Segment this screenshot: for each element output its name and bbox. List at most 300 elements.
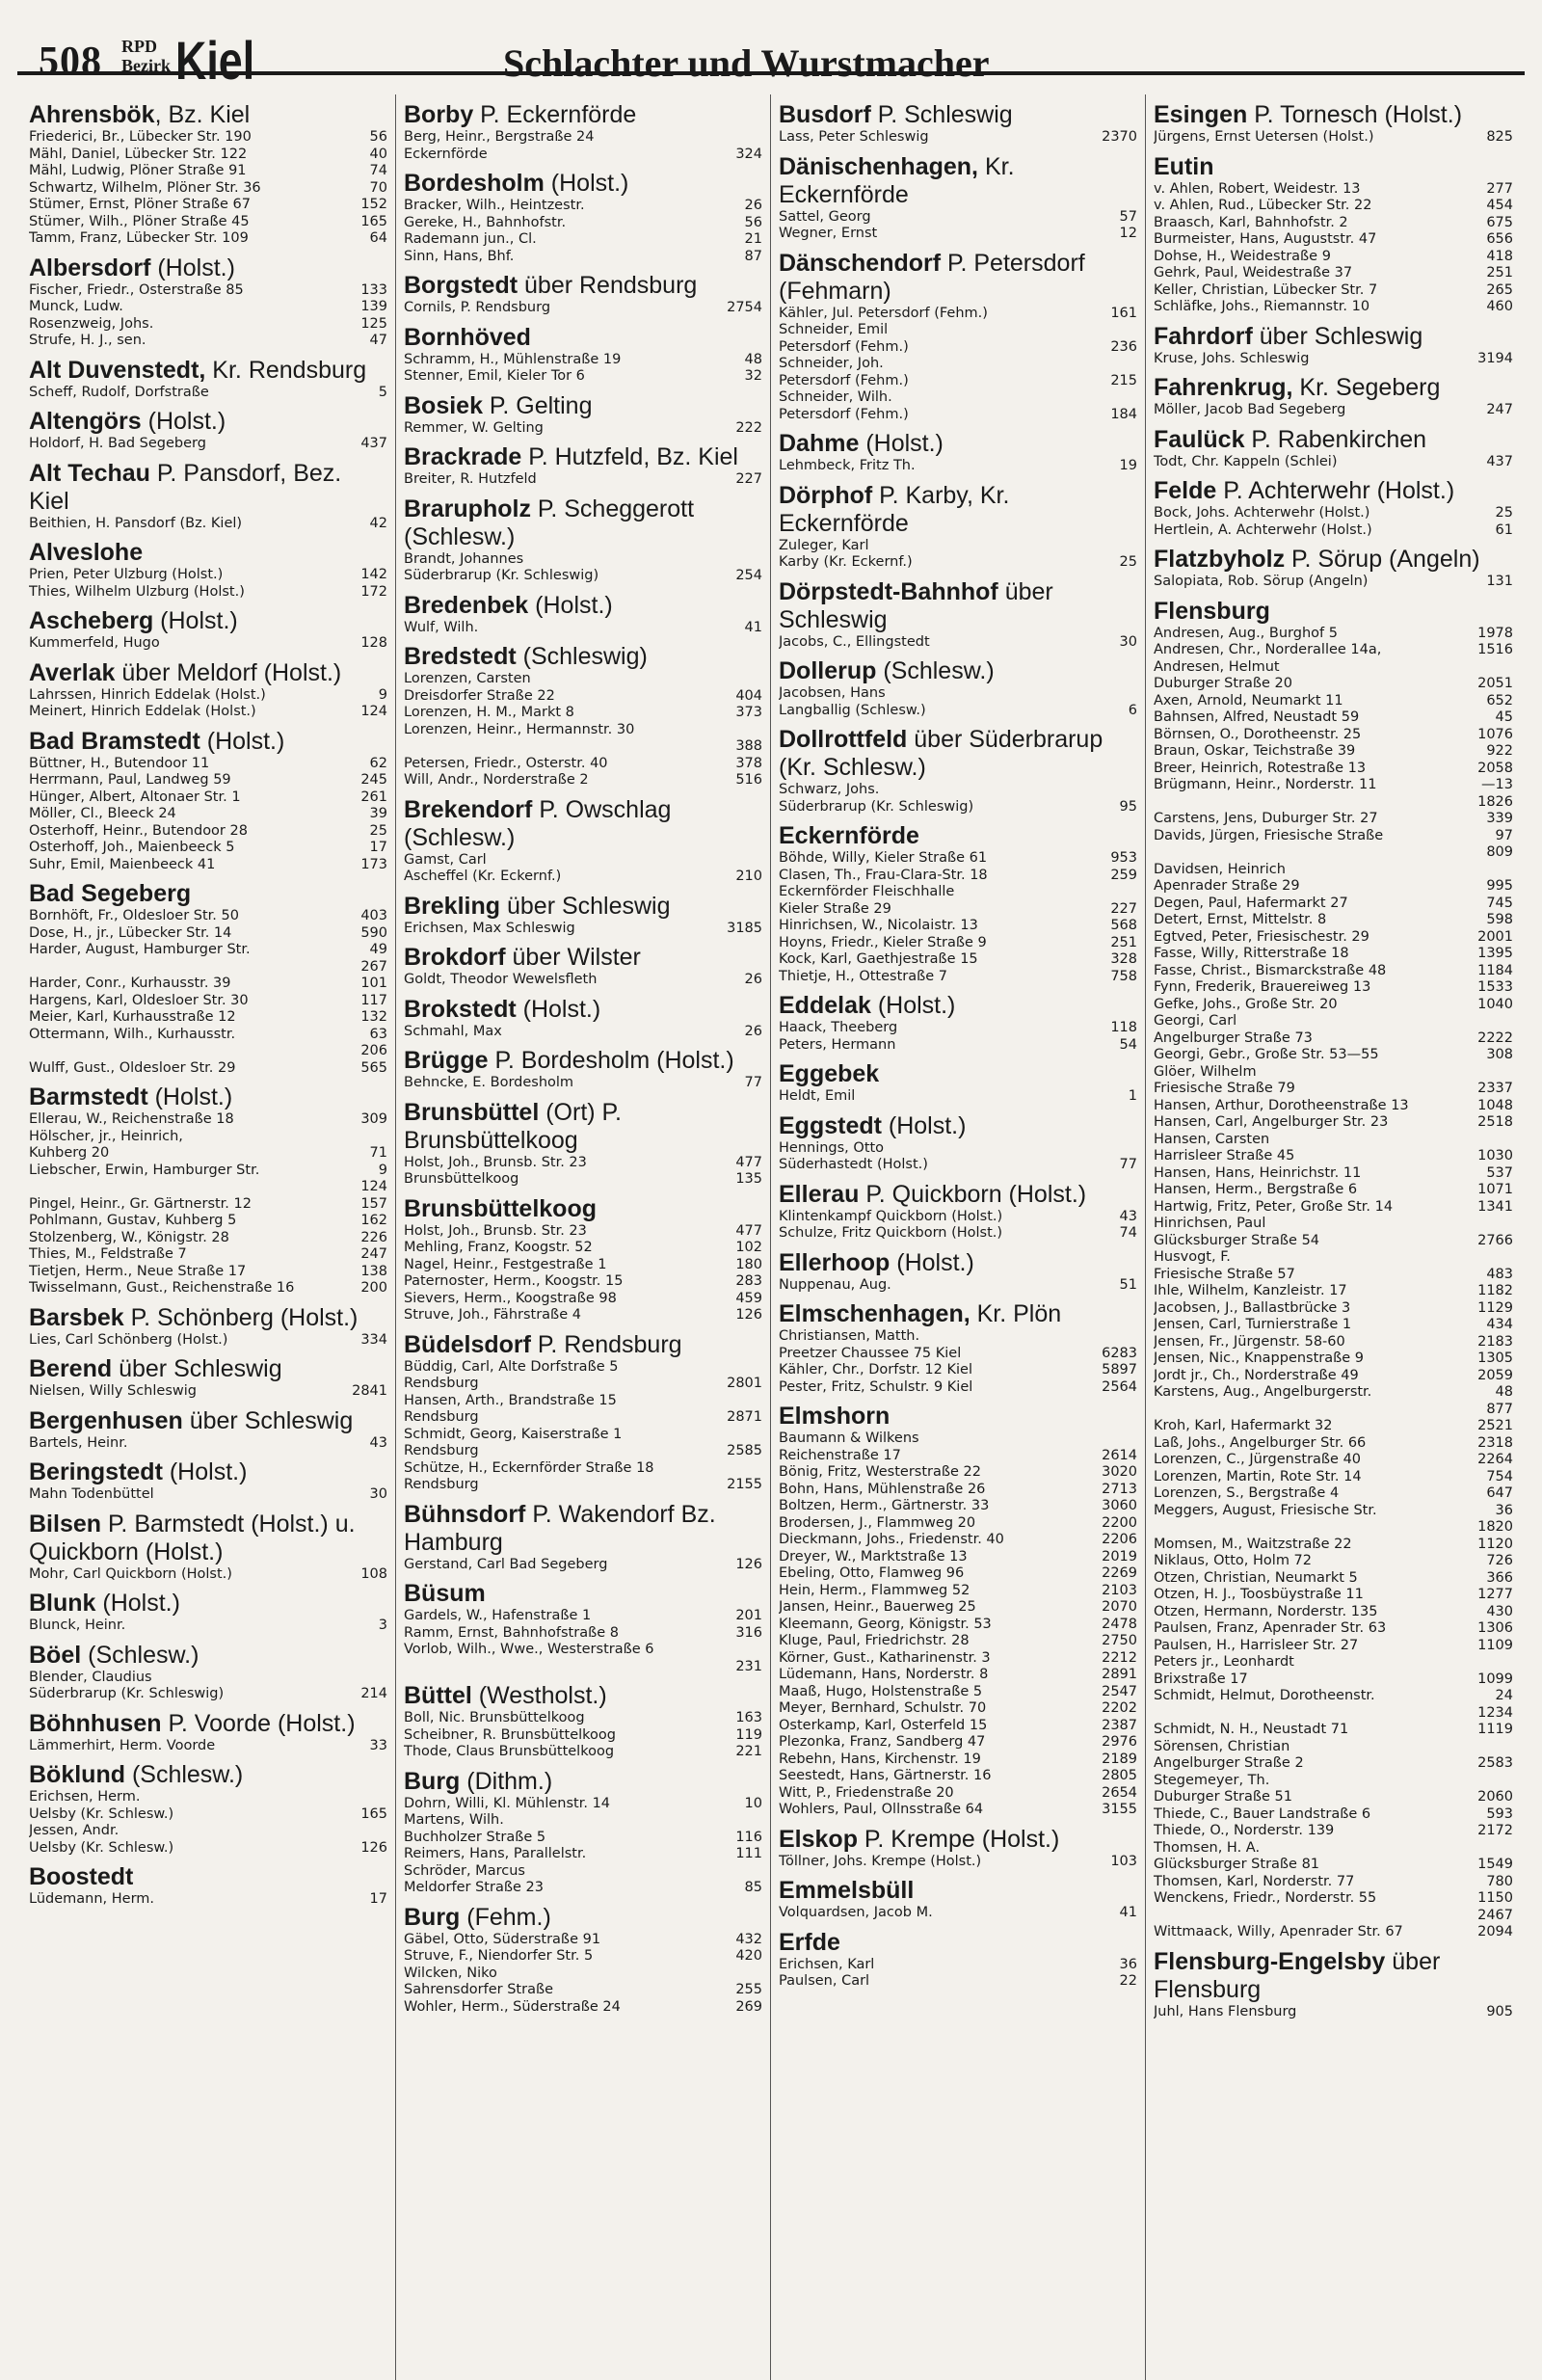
place-name: Brokstedt bbox=[404, 995, 517, 1023]
entry-name: Kuhberg 20 bbox=[29, 1145, 110, 1161]
directory-entry bbox=[404, 1443, 762, 1460]
place-heading bbox=[1154, 426, 1513, 454]
entry-name: Karby (Kr. Eckernf.) bbox=[779, 554, 913, 570]
place-heading bbox=[29, 1863, 387, 1891]
entry-phone: 74 bbox=[1119, 1225, 1137, 1241]
place-heading bbox=[779, 430, 1137, 458]
entry-phone: 1099 bbox=[1477, 1671, 1513, 1687]
entry-name: Lass, Peter Schleswig bbox=[779, 129, 929, 145]
entry-name: Hinrichsen, Paul bbox=[1154, 1216, 1266, 1231]
entry-phone bbox=[757, 852, 762, 869]
directory-entry bbox=[29, 1435, 387, 1453]
place-heading bbox=[779, 250, 1137, 306]
entry-name: Stenner, Emil, Kieler Tor 6 bbox=[404, 368, 585, 384]
entry-name: Böhde, Willy, Kieler Straße 61 bbox=[779, 850, 988, 866]
place-postal-note: (Holst.) bbox=[147, 1083, 233, 1110]
place-heading bbox=[29, 880, 387, 908]
entry-phone: 2891 bbox=[1102, 1667, 1137, 1682]
directory-entry bbox=[29, 908, 387, 925]
entry-phone: 434 bbox=[1486, 1317, 1513, 1332]
place-name: Burg bbox=[404, 1903, 461, 1931]
entry-name: Axen, Arnold, Neumarkt 11 bbox=[1154, 692, 1343, 709]
entry-name: Pester, Fritz, Schulstr. 9 Kiel bbox=[779, 1378, 973, 1395]
entry-name: Georgi, Carl bbox=[1154, 1013, 1237, 1029]
entry-phone: 43 bbox=[1119, 1208, 1137, 1224]
entry-phone: 2060 bbox=[1477, 1789, 1513, 1805]
place-postal-note: über Schleswig bbox=[182, 1406, 354, 1434]
entry-phone: 2518 bbox=[1477, 1114, 1513, 1130]
entry-name: Twisselmann, Gust., Reichenstraße 16 bbox=[29, 1280, 295, 1296]
column-3 bbox=[771, 94, 1146, 2380]
entry-phone: 231 bbox=[735, 1658, 762, 1674]
entry-phone: 2766 bbox=[1477, 1232, 1513, 1248]
entry-phone bbox=[1507, 659, 1513, 677]
entry-phone bbox=[757, 1393, 762, 1410]
place-postal-note: P. Voorde (Holst.) bbox=[161, 1709, 356, 1737]
directory-entry bbox=[29, 1686, 387, 1703]
place-postal-note: (Dithm.) bbox=[460, 1767, 553, 1795]
entry-phone bbox=[1131, 1328, 1137, 1346]
place-name: Bredstedt bbox=[404, 643, 517, 670]
directory-entry bbox=[404, 568, 762, 585]
entry-phone: 675 bbox=[1486, 214, 1513, 230]
directory-entry bbox=[779, 782, 1137, 799]
entry-phone: 6283 bbox=[1102, 1345, 1137, 1361]
directory-entry bbox=[1154, 1452, 1513, 1469]
directory-entry bbox=[404, 921, 762, 938]
entry-name: Jacobsen, J., Ballastbrücke 3 bbox=[1154, 1299, 1351, 1316]
directory-entry bbox=[1154, 1553, 1513, 1570]
place-name: Erfde bbox=[779, 1928, 840, 1956]
directory-entry bbox=[779, 129, 1137, 147]
directory-entry bbox=[404, 1846, 762, 1863]
place-name: Brarupholz bbox=[404, 495, 531, 522]
entry-name: Bock, Johs. Achterwehr (Holst.) bbox=[1154, 505, 1370, 521]
entry-phone: 388 bbox=[735, 738, 762, 754]
place-name: Ahrensbök bbox=[29, 101, 155, 128]
entry-phone: 124 bbox=[360, 1179, 387, 1194]
directory-entry bbox=[779, 1650, 1137, 1668]
entry-name: Husvogt, F. bbox=[1154, 1249, 1231, 1265]
entry-name: Bönig, Fritz, Westerstraße 22 bbox=[779, 1464, 981, 1480]
entry-name: Schmidt, Helmut, Dorotheenstr. bbox=[1154, 1688, 1375, 1703]
entry-name: Osterkamp, Karl, Osterfeld 15 bbox=[779, 1717, 988, 1733]
entry-name: Suhr, Emil, Maienbeeck 41 bbox=[29, 856, 216, 872]
place-name: Berend bbox=[29, 1355, 113, 1382]
directory-entry bbox=[779, 322, 1137, 339]
entry-name: Schwartz, Wilhelm, Plöner Str. 36 bbox=[29, 179, 261, 196]
entry-phone: 184 bbox=[1110, 406, 1137, 422]
entry-phone: 132 bbox=[360, 1009, 387, 1025]
entry-phone: 1549 bbox=[1477, 1857, 1513, 1872]
entry-phone: 142 bbox=[360, 567, 387, 582]
entry-phone: 2805 bbox=[1102, 1768, 1137, 1783]
place-name: Dahme bbox=[779, 430, 860, 457]
entry-phone: 25 bbox=[1495, 505, 1513, 521]
entry-name: Maaß, Hugo, Holstenstraße 5 bbox=[779, 1683, 983, 1699]
directory-entry bbox=[404, 1982, 762, 1999]
place-name: Elmshorn bbox=[779, 1403, 891, 1430]
place-name: Ellerhoop bbox=[779, 1248, 891, 1276]
entry-name: Schmidt, Georg, Kaiserstraße 1 bbox=[404, 1426, 623, 1442]
entry-phone: 54 bbox=[1119, 1036, 1137, 1053]
directory-entry bbox=[29, 1738, 387, 1755]
entry-phone: 652 bbox=[1486, 692, 1513, 709]
place-name: Bornhöved bbox=[404, 323, 531, 351]
entry-phone bbox=[1131, 322, 1137, 339]
place-postal-note: über Schleswig bbox=[112, 1355, 282, 1382]
entry-name: Petersen, Friedr., Osterstr. 40 bbox=[404, 755, 608, 771]
entry-name: Behncke, E. Bordesholm bbox=[404, 1075, 574, 1090]
entry-phone: 200 bbox=[360, 1280, 387, 1296]
entry-phone: 126 bbox=[735, 1556, 762, 1572]
directory-entry bbox=[1154, 1165, 1513, 1183]
place-postal-note: (Holst.) bbox=[870, 992, 956, 1019]
directory-entry bbox=[1154, 777, 1513, 794]
directory-entry bbox=[779, 850, 1137, 868]
directory-entry bbox=[779, 1768, 1137, 1785]
entry-phone: 139 bbox=[360, 299, 387, 314]
entry-phone: 36 bbox=[1119, 1956, 1137, 1972]
entry-name: Scheff, Rudolf, Dorfstraße bbox=[29, 384, 209, 400]
entry-phone: 48 bbox=[744, 351, 762, 367]
entry-name: Hoyns, Friedr., Kieler Straße 9 bbox=[779, 934, 987, 950]
place-heading bbox=[404, 1768, 762, 1796]
entry-phone bbox=[382, 1670, 387, 1687]
entry-name: Sattel, Georg bbox=[779, 208, 871, 225]
directory-entry bbox=[1154, 1081, 1513, 1098]
directory-entry bbox=[779, 1037, 1137, 1055]
entry-name: Niklaus, Otto, Holm 72 bbox=[1154, 1553, 1313, 1568]
entry-phone bbox=[757, 671, 762, 688]
entry-phone: 877 bbox=[1486, 1401, 1513, 1417]
entry-phone: 2269 bbox=[1102, 1565, 1137, 1581]
place-heading bbox=[779, 1300, 1137, 1328]
entry-name: Ramm, Ernst, Bahnhofstraße 8 bbox=[404, 1624, 619, 1641]
entry-name: Uelsby (Kr. Schlesw.) bbox=[29, 1839, 174, 1856]
entry-name: Schmidt, N. H., Neustadt 71 bbox=[1154, 1722, 1349, 1737]
place-name: Albersdorf bbox=[29, 254, 151, 281]
entry-name: Detert, Ernst, Mittelstr. 8 bbox=[1154, 912, 1327, 927]
entry-phone: 227 bbox=[735, 471, 762, 487]
entry-name: Thomsen, H. A. bbox=[1154, 1839, 1261, 1856]
entry-name: Süderbrarup (Kr. Schleswig) bbox=[779, 798, 974, 815]
entry-name: Hinrichsen, W., Nicolaistr. 13 bbox=[779, 918, 978, 933]
entry-phone bbox=[1507, 1013, 1513, 1030]
entry-name: Friederici, Br., Lübecker Str. 190 bbox=[29, 129, 252, 145]
directory-entry bbox=[404, 1427, 762, 1444]
directory-entry bbox=[779, 935, 1137, 952]
entry-name: Süderbrarup (Kr. Schleswig) bbox=[29, 1686, 225, 1701]
directory-entry bbox=[404, 852, 762, 869]
entry-name: Hansen, Herm., Bergstraße 6 bbox=[1154, 1182, 1358, 1197]
directory-entry bbox=[404, 1880, 762, 1897]
entry-phone: 214 bbox=[360, 1686, 387, 1701]
directory-entry bbox=[1154, 522, 1513, 540]
entry-name: Jensen, Fr., Jürgenstr. 58-60 bbox=[1154, 1333, 1345, 1350]
place-name: Felde bbox=[1154, 477, 1217, 504]
entry-name: Kähler, Chr., Dorfstr. 12 Kiel bbox=[779, 1362, 972, 1377]
entry-name: Süderhastedt (Holst.) bbox=[779, 1157, 928, 1172]
entry-phone: 9 bbox=[378, 686, 387, 703]
entry-phone: 226 bbox=[360, 1229, 387, 1245]
place-postal-note: über Schleswig bbox=[500, 892, 671, 920]
directory-entry bbox=[29, 230, 387, 248]
entry-phone: 1182 bbox=[1477, 1283, 1513, 1298]
directory-entry bbox=[779, 1700, 1137, 1718]
entry-name: Wulf, Wilh. bbox=[404, 619, 479, 635]
entry-phone: 2976 bbox=[1102, 1734, 1137, 1750]
entry-phone: 125 bbox=[360, 315, 387, 332]
entry-name: Jensen, Nic., Knappenstraße 9 bbox=[1154, 1350, 1365, 1366]
directory-entry bbox=[29, 925, 387, 943]
place-heading bbox=[779, 726, 1137, 782]
entry-name: Dohrn, Willi, Kl. Mühlenstr. 14 bbox=[404, 1795, 611, 1811]
entry-name: Reimers, Hans, Parallelstr. bbox=[404, 1846, 587, 1861]
directory-entry bbox=[404, 249, 762, 266]
entry-phone: 251 bbox=[1486, 265, 1513, 281]
directory-entry bbox=[779, 901, 1137, 919]
directory-entry bbox=[29, 567, 387, 584]
entry-phone: 334 bbox=[360, 1331, 387, 1348]
entry-phone: 1076 bbox=[1477, 726, 1513, 742]
place-name: Faulück bbox=[1154, 425, 1245, 453]
entry-phone: 2754 bbox=[727, 300, 762, 315]
directory-entry bbox=[29, 857, 387, 874]
entry-phone: 2058 bbox=[1477, 760, 1513, 776]
entry-phone: 420 bbox=[735, 1948, 762, 1964]
entry-name: Peters, Hermann bbox=[779, 1036, 896, 1053]
entry-phone bbox=[757, 1812, 762, 1830]
directory-entry bbox=[404, 1948, 762, 1966]
entry-phone: 87 bbox=[744, 248, 762, 264]
entry-name: Nielsen, Willy Schleswig bbox=[29, 1383, 197, 1399]
entry-phone: 24 bbox=[1495, 1688, 1513, 1703]
directory-entry bbox=[1154, 1064, 1513, 1082]
entry-phone: 647 bbox=[1486, 1485, 1513, 1501]
directory-entry bbox=[29, 1332, 387, 1350]
entry-name: Goldt, Theodor Wewelsfleth bbox=[404, 972, 598, 987]
directory-entry bbox=[779, 1633, 1137, 1650]
place-heading bbox=[29, 1355, 387, 1383]
place-name: Beringstedt bbox=[29, 1458, 163, 1485]
entry-phone: 568 bbox=[1110, 918, 1137, 933]
directory-entry bbox=[1154, 862, 1513, 879]
entry-phone: 56 bbox=[744, 214, 762, 230]
entry-name: Schneider, Emil bbox=[779, 322, 889, 337]
directory-entry bbox=[404, 1460, 762, 1478]
entry-phone: 437 bbox=[1486, 453, 1513, 469]
place-heading bbox=[779, 1181, 1137, 1209]
entry-name: Brodersen, J., Flammweg 20 bbox=[779, 1514, 976, 1531]
entry-phone: 516 bbox=[735, 772, 762, 788]
place-heading bbox=[29, 1761, 387, 1789]
directory-entry bbox=[404, 300, 762, 317]
entry-phone bbox=[1131, 538, 1137, 555]
entry-name: Egtved, Peter, Friesischestr. 29 bbox=[1154, 928, 1369, 945]
place-postal-note: (Holst.) bbox=[859, 430, 944, 457]
entry-phone: 565 bbox=[360, 1059, 387, 1076]
entry-phone bbox=[1131, 356, 1137, 373]
entry-phone: 277 bbox=[1486, 180, 1513, 197]
entry-name: Blunck, Heinr. bbox=[29, 1618, 126, 1633]
entry-name: Sörensen, Christian bbox=[1154, 1738, 1290, 1754]
directory-entry bbox=[1154, 181, 1513, 199]
directory-entry bbox=[404, 1359, 762, 1377]
entry-name: Ottermann, Wilh., Kurhausstr. bbox=[29, 1026, 236, 1042]
directory-entry bbox=[1154, 1233, 1513, 1250]
directory-entry bbox=[29, 333, 387, 350]
entry-name: Schläfke, Johs., Riemannstr. 10 bbox=[1154, 299, 1370, 314]
directory-entry bbox=[1154, 1098, 1513, 1115]
entry-name: Herrmann, Paul, Landweg 59 bbox=[29, 772, 231, 788]
directory-entry bbox=[29, 1060, 387, 1078]
directory-entry bbox=[779, 339, 1137, 357]
entry-phone: 2070 bbox=[1102, 1599, 1137, 1615]
entry-name: Hargens, Karl, Oldesloer Str. 30 bbox=[29, 992, 249, 1008]
entry-phone: 162 bbox=[360, 1213, 387, 1228]
place-name: Dänischenhagen, bbox=[779, 152, 978, 180]
place-postal-note: über Flensburg bbox=[1154, 1947, 1441, 2003]
directory-entry bbox=[29, 1111, 387, 1129]
place-name: Brunsbüttel bbox=[404, 1098, 540, 1126]
entry-name: Kleemann, Georg, Königstr. 53 bbox=[779, 1616, 992, 1632]
place-heading bbox=[779, 482, 1137, 538]
directory-entry bbox=[29, 1264, 387, 1281]
directory-entry bbox=[404, 1376, 762, 1393]
entry-phone: 432 bbox=[735, 1931, 762, 1947]
place-postal-note: P. Eckernförde bbox=[473, 101, 637, 128]
place-postal-note: P. Karby, Kr. Eckernförde bbox=[779, 481, 1010, 537]
place-name: Ellerau bbox=[779, 1180, 860, 1208]
place-name: Elmschenhagen, bbox=[779, 1300, 970, 1327]
place-heading bbox=[779, 578, 1137, 634]
entry-phone: 1978 bbox=[1477, 625, 1513, 641]
entry-name: Sinn, Hans, Bhf. bbox=[404, 248, 515, 264]
directory-entry bbox=[1154, 642, 1513, 659]
place-heading bbox=[779, 1826, 1137, 1854]
entry-phone: 1533 bbox=[1477, 979, 1513, 995]
directory-entry bbox=[1154, 1739, 1513, 1756]
entry-phone bbox=[382, 1823, 387, 1840]
directory-entry bbox=[1154, 1418, 1513, 1435]
entry-phone: 2337 bbox=[1477, 1081, 1513, 1096]
entry-name: Peters jr., Leonhardt bbox=[1154, 1654, 1294, 1670]
entry-phone: 126 bbox=[360, 1839, 387, 1856]
entry-name: Fischer, Friedr., Osterstraße 85 bbox=[29, 281, 244, 298]
entry-phone: 922 bbox=[1486, 743, 1513, 759]
entry-name: Liebscher, Erwin, Hamburger Str. bbox=[29, 1162, 260, 1178]
entry-phone: 49 bbox=[369, 942, 387, 957]
entry-phone: 215 bbox=[1110, 372, 1137, 388]
entry-phone: 2583 bbox=[1477, 1755, 1513, 1771]
directory-entry bbox=[1154, 844, 1513, 862]
entry-phone: 953 bbox=[1110, 850, 1137, 866]
entry-name: Ellerau, W., Reichenstraße 18 bbox=[29, 1111, 234, 1127]
entry-phone: 255 bbox=[735, 1982, 762, 1997]
entry-phone: 1234 bbox=[1477, 1704, 1513, 1721]
column-2 bbox=[396, 94, 771, 2380]
directory-entry bbox=[779, 407, 1137, 424]
entry-name: Holdorf, H. Bad Segeberg bbox=[29, 436, 206, 451]
entry-phone: 17 bbox=[369, 1891, 387, 1907]
entry-name: Hansen, Carsten bbox=[1154, 1131, 1270, 1147]
directory-entry bbox=[1154, 1722, 1513, 1739]
entry-name: Clasen, Th., Frau-Clara-Str. 18 bbox=[779, 867, 988, 883]
entry-name: Petersdorf (Fehm.) bbox=[779, 406, 909, 422]
entry-phone: 254 bbox=[735, 568, 762, 583]
entry-phone: 2614 bbox=[1102, 1447, 1137, 1463]
directory-entry bbox=[404, 1659, 762, 1676]
directory-entry bbox=[404, 972, 762, 989]
place-heading bbox=[404, 893, 762, 921]
directory-entry bbox=[1154, 402, 1513, 419]
entry-name: Degen, Paul, Hafermarkt 27 bbox=[1154, 895, 1348, 911]
entry-name: Osterhoff, Heinr., Butendoor 28 bbox=[29, 822, 248, 839]
place-postal-note: P. Achterwehr (Holst.) bbox=[1216, 477, 1455, 504]
entry-name: Holst, Joh., Brunsb. Str. 23 bbox=[404, 1154, 587, 1170]
place-postal-note: (Holst.) bbox=[516, 995, 601, 1023]
entry-name: Volquardsen, Jacob M. bbox=[779, 1905, 933, 1920]
directory-entry bbox=[779, 884, 1137, 901]
directory-entry bbox=[779, 226, 1137, 243]
entry-phone: 210 bbox=[735, 869, 762, 884]
directory-entry bbox=[1154, 929, 1513, 947]
directory-entry bbox=[404, 1223, 762, 1241]
entry-phone: 437 bbox=[360, 436, 387, 451]
entry-name: Lorenzen, Martin, Rote Str. 14 bbox=[1154, 1468, 1362, 1484]
directory-entry bbox=[404, 1477, 762, 1494]
place-postal-note: , Bz. Kiel bbox=[154, 101, 251, 128]
place-postal-note: (Ort) P. Brunsbüttelkoog bbox=[404, 1098, 622, 1154]
entry-name: Thies, Wilhelm Ulzburg (Holst.) bbox=[29, 583, 245, 600]
place-postal-note: Kr. Plön bbox=[970, 1300, 1062, 1327]
place-heading bbox=[29, 1083, 387, 1111]
directory-entry bbox=[1154, 659, 1513, 677]
entry-name: Bohn, Hans, Mühlenstraße 26 bbox=[779, 1481, 986, 1497]
directory-entry bbox=[779, 373, 1137, 390]
place-postal-note: über Meldorf (Holst.) bbox=[115, 658, 342, 686]
entry-name: Erichsen, Herm. bbox=[29, 1789, 141, 1805]
entry-phone: 2713 bbox=[1102, 1481, 1137, 1497]
directory-entry bbox=[779, 1209, 1137, 1226]
directory-entry bbox=[29, 163, 387, 180]
entry-name: Berg, Heinr., Bergstraße 24 bbox=[404, 129, 595, 145]
entry-name: Lämmerhirt, Herm. Voorde bbox=[29, 1737, 216, 1753]
directory-entry bbox=[779, 1973, 1137, 1991]
entry-phone: 33 bbox=[369, 1737, 387, 1753]
directory-entry bbox=[779, 1752, 1137, 1769]
place-heading bbox=[779, 153, 1137, 209]
entry-phone: 21 bbox=[744, 231, 762, 247]
place-postal-note: (Holst.) bbox=[95, 1590, 180, 1617]
place-postal-note: (Holst.) bbox=[141, 408, 226, 435]
entry-name: Thiede, O., Norderstr. 139 bbox=[1154, 1823, 1335, 1838]
directory-entry bbox=[404, 772, 762, 789]
place-name: Averlak bbox=[29, 658, 116, 686]
directory-entry bbox=[779, 685, 1137, 703]
directory-entry bbox=[779, 1464, 1137, 1482]
entry-phone: 1305 bbox=[1477, 1350, 1513, 1366]
entry-name: Erichsen, Max Schleswig bbox=[404, 920, 575, 936]
directory-entry bbox=[1154, 249, 1513, 266]
entry-phone: 1040 bbox=[1477, 996, 1513, 1012]
entry-phone: 116 bbox=[735, 1829, 762, 1845]
directory-entry bbox=[779, 1328, 1137, 1346]
entry-name: Jordt jr., Ch., Norderstraße 49 bbox=[1154, 1367, 1359, 1383]
place-heading bbox=[1154, 546, 1513, 574]
entry-phone: 2370 bbox=[1102, 129, 1137, 145]
